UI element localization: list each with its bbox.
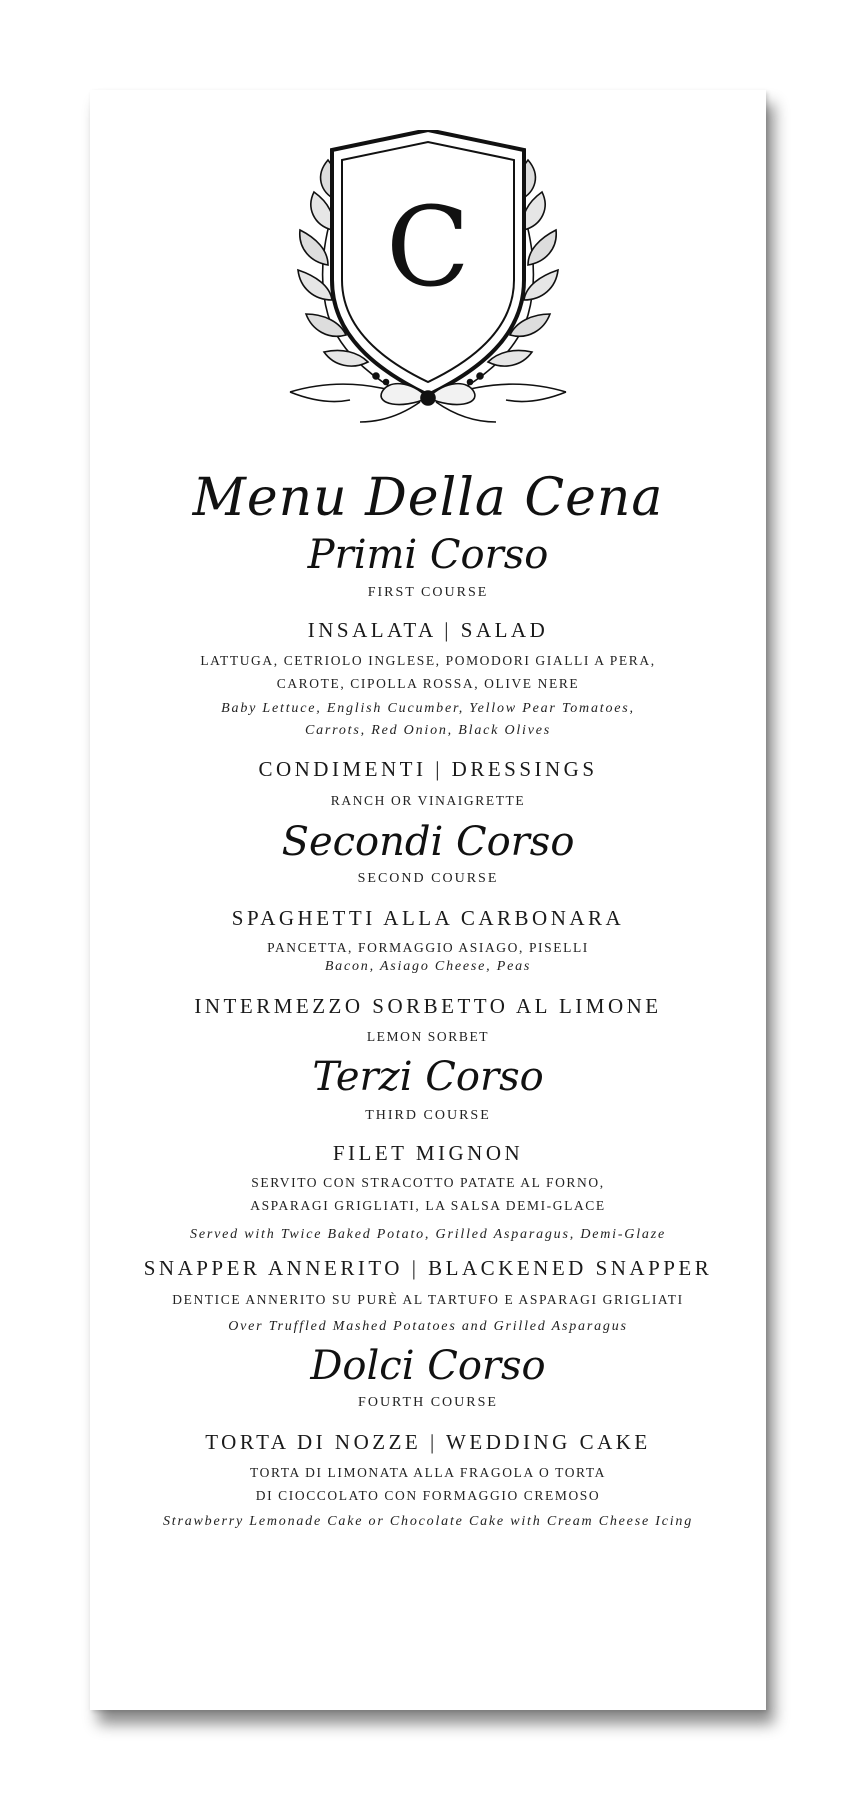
dish-carbonara-italian: PANCETTA, FORMAGGIO ASIAGO, PISELLI — [267, 940, 589, 955]
crest-svg — [270, 130, 586, 430]
course-title-primi: Primi Corso — [307, 532, 549, 578]
dish-cake-english: Strawberry Lemonade Cake or Chocolate Cake with Cream Cheese Icing — [162, 1514, 694, 1529]
dish-carbonara-english: Bacon, Asiago Cheese, Peas — [324, 959, 532, 974]
dish-cake-italian-1: TORTA DI LIMONATA ALLA FRAGOLA O TORTA — [250, 1465, 606, 1480]
course-title-secondi: Secondi Corso — [281, 819, 575, 865]
dish-intermezzo-italian: LEMON SORBET — [366, 1029, 490, 1044]
course-subtitle-fourth: FOURTH COURSE — [358, 1395, 498, 1410]
menu-card — [90, 90, 766, 1710]
dish-snapper-italian: DENTICE ANNERITO SU PURÈ AL TARTUFO E ASPARAGI GRIGLIATI — [172, 1292, 684, 1307]
dish-cake-italian-2: DI CIOCCOLATO CON FORMAGGIO CREMOSO — [255, 1488, 601, 1503]
course-subtitle-third: THIRD COURSE — [365, 1108, 491, 1123]
course-subtitle-second: SECOND COURSE — [357, 871, 499, 886]
monogram-letter: C — [385, 183, 471, 311]
course-title-terzi: Terzi Corso — [312, 1054, 544, 1100]
dish-condimenti: CONDIMENTI | DRESSINGS — [258, 757, 598, 781]
dish-carbonara: SPAGHETTI ALLA CARBONARA — [231, 906, 625, 930]
dish-insalata-english-2: Carrots, Red Onion, Black Olives — [304, 723, 552, 738]
dish-filet-italian-1: SERVITO CON STRACOTTO PATATE AL FORNO, — [251, 1175, 605, 1190]
dish-insalata-italian-1: LATTUGA, CETRIOLO INGLESE, POMODORI GIALLI A PERA, — [200, 653, 656, 668]
crest-emblem — [270, 130, 586, 430]
dish-insalata-english-1: Baby Lettuce, English Cucumber, Yellow Pear Tomatoes, — [221, 701, 635, 716]
dish-insalata-italian-2: CAROTE, CIPOLLA ROSSA, OLIVE NERE — [276, 676, 580, 691]
dish-filet-italian-2: ASPARAGI GRIGLIATI, LA SALSA DEMI-GLACE — [250, 1198, 606, 1213]
dish-condimenti-italian: RANCH OR VINAIGRETTE — [330, 793, 526, 808]
dish-filet-mignon: FILET MIGNON — [332, 1141, 524, 1165]
course-subtitle-first: FIRST COURSE — [367, 585, 489, 600]
course-title-dolci: Dolci Corso — [310, 1343, 546, 1389]
dish-intermezzo: INTERMEZZO SORBETTO AL LIMONE — [194, 994, 662, 1018]
dish-insalata: INSALATA | SALAD — [307, 618, 549, 642]
menu-title: Menu Della Cena — [192, 468, 664, 528]
dish-snapper: SNAPPER ANNERITO | BLACKENED SNAPPER — [143, 1256, 713, 1280]
dish-snapper-english: Over Truffled Mashed Potatoes and Grilled Asparagus — [228, 1319, 628, 1334]
dish-filet-english: Served with Twice Baked Potato, Grilled Asparagus, Demi-Glaze — [190, 1227, 666, 1242]
dish-wedding-cake: TORTA DI NOZZE | WEDDING CAKE — [205, 1430, 651, 1454]
